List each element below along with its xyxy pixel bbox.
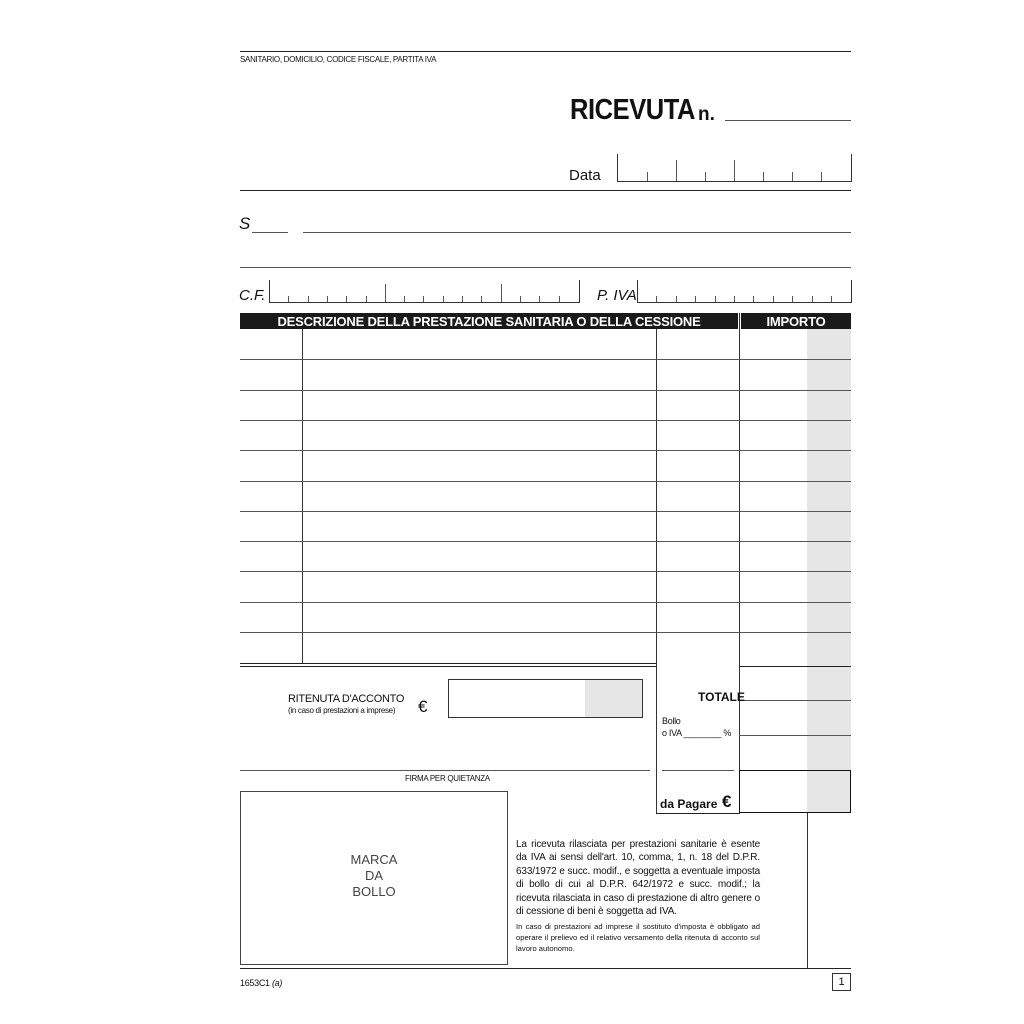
signature-line[interactable] <box>240 770 650 771</box>
legal-note-main: La ricevuta rilasciata per prestazioni sanitarie è esente da IVA ai sensi dell'art. 10, comma, 1, n. 18 del D.P.R. 633/1972 e succ. modif., e soggetta a eventuale imposta di bollo di cui al D.P.R. 642/1972 e succ. modif.; la ricevuta rilasciata in caso di prestazione di altro genere o di cessione di beni è soggetta ad IVA. <box>516 839 760 918</box>
digit-tick <box>385 284 386 302</box>
digit-tick <box>288 296 289 302</box>
digit-tick <box>792 296 793 302</box>
table-row[interactable] <box>240 481 851 482</box>
stamp-line-2: DA <box>364 868 384 883</box>
table-row[interactable] <box>240 632 851 633</box>
digit-tick <box>404 296 405 302</box>
table-row[interactable] <box>240 390 851 391</box>
bottom-rule <box>240 968 851 969</box>
top-rule <box>240 51 851 52</box>
table-row[interactable] <box>240 541 851 542</box>
digit-tick <box>520 296 521 302</box>
withholding-amount-field[interactable] <box>448 679 643 718</box>
amount-column-header: IMPORTO <box>741 313 851 329</box>
digit-tick <box>715 296 716 302</box>
totals-left-bottom <box>656 813 740 814</box>
table-row[interactable] <box>240 602 851 603</box>
s-prefix-field[interactable] <box>252 232 288 233</box>
digit-tick <box>734 296 735 302</box>
digit-tick <box>501 284 502 302</box>
table-bottom-rule-2 <box>240 666 656 667</box>
signature-label: FIRMA PER QUIETANZA <box>405 774 490 783</box>
digit-tick <box>366 296 367 302</box>
customer-name-field[interactable] <box>303 232 851 233</box>
amount-column-divider <box>739 313 740 813</box>
date-tick <box>676 160 677 181</box>
digit-tick <box>656 296 657 302</box>
digit-tick <box>773 296 774 302</box>
issuer-info-label: SANITARIO, DOMICILIO, CODICE FISCALE, PARTITA IVA <box>240 55 437 64</box>
table-row[interactable] <box>240 571 851 572</box>
date-label: Data <box>569 167 601 184</box>
qty-column-divider <box>302 329 303 663</box>
table-row[interactable] <box>240 359 851 360</box>
digit-tick <box>423 296 424 302</box>
table-row[interactable] <box>240 450 851 451</box>
digit-tick <box>308 296 309 302</box>
bollo-label: Bollo <box>662 716 681 726</box>
page-number: 1 <box>832 973 851 991</box>
form-code <box>240 978 282 988</box>
iva-label: o IVA ________ % <box>662 728 732 738</box>
table-row[interactable] <box>240 420 851 421</box>
form-code-value: 1653C1 <box>240 978 270 988</box>
totals-row[interactable] <box>739 700 851 701</box>
total-label: TOTALE <box>698 690 745 704</box>
date-tick <box>705 172 706 181</box>
digit-tick <box>481 296 482 302</box>
footer-right-divider <box>807 813 808 968</box>
date-tick <box>763 172 764 181</box>
piva-field[interactable] <box>637 280 852 303</box>
stamp-line-1: MARCA <box>350 852 398 867</box>
digit-tick <box>327 296 328 302</box>
legal-note <box>516 838 760 954</box>
piva-label: P. IVA <box>597 287 637 304</box>
totals-sep <box>739 666 851 667</box>
digit-tick <box>539 296 540 302</box>
digit-tick <box>443 296 444 302</box>
digit-tick <box>812 296 813 302</box>
description-column-header: DESCRIZIONE DELLA PRESTAZIONE SANITARIA O DELLA CESSIONE <box>240 313 738 329</box>
receipt-number-field[interactable] <box>725 120 851 121</box>
legal-note-secondary: In caso di prestazioni ad imprese il sostituto d'imposta è obbligato ad operare il prelievo ed il relativo versamento della ritenuta di acconto sul lavoro autonomo. <box>516 922 760 953</box>
table-row[interactable] <box>240 511 851 512</box>
receipt-title: RICEVUTA <box>570 94 696 126</box>
cf-field[interactable] <box>269 280 580 303</box>
date-tick <box>792 172 793 181</box>
date-tick <box>734 160 735 181</box>
stamp-line-3: BOLLO <box>352 884 396 899</box>
totals-row[interactable] <box>739 735 851 736</box>
digit-tick <box>462 296 463 302</box>
digit-tick <box>695 296 696 302</box>
customer-address-field[interactable] <box>240 267 851 268</box>
cf-label: C.F. <box>239 287 266 304</box>
digit-tick <box>559 296 560 302</box>
receipt-number-label: n. <box>698 104 715 125</box>
date-tick <box>821 172 822 181</box>
header-divider <box>240 190 851 191</box>
form-code-suffix: (a) <box>271 978 283 988</box>
table-bottom-rule <box>240 663 656 664</box>
withholding-label: RITENUTA D'ACCONTO <box>288 693 405 705</box>
withholding-sublabel: (in caso di prestazioni a imprese) <box>288 706 396 715</box>
totals-rule <box>662 770 734 771</box>
withholding-currency: € <box>418 697 428 716</box>
to-pay-label: da Pagare <box>660 797 718 811</box>
to-pay-currency: € <box>722 792 732 811</box>
date-tick <box>647 172 648 181</box>
digit-tick <box>753 296 754 302</box>
digit-tick <box>346 296 347 302</box>
s-label: S <box>239 214 251 233</box>
digit-tick <box>831 296 832 302</box>
digit-tick <box>676 296 677 302</box>
to-pay-amount-field[interactable] <box>739 770 851 813</box>
